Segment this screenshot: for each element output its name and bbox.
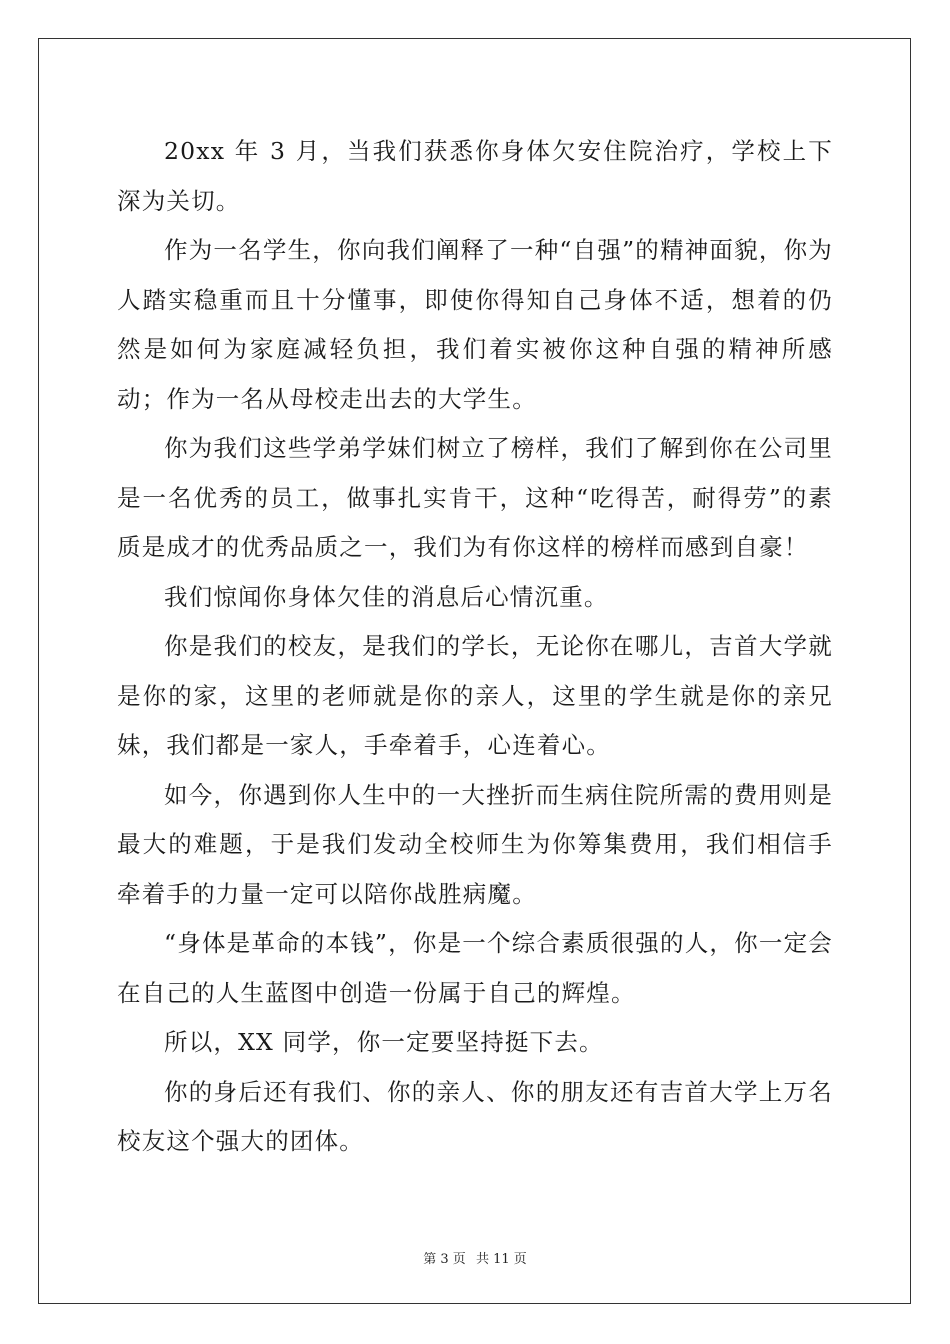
paragraph: 你为我们这些学弟学妹们树立了榜样，我们了解到你在公司里是一名优秀的员工，做事扎实肯干，这种“吃得苦，耐得劳”的素质是成才的优秀品质之一，我们为有你这样的榜样而感到自豪！: [117, 434, 833, 561]
paragraph: 所以，XX 同学，你一定要坚持挺下去。: [164, 1028, 604, 1056]
paragraph: “身体是革命的本钱”，你是一个综合素质很强的人，你一定会在自己的人生蓝图中创造一份属于自己的辉煌。: [117, 929, 833, 1007]
page-total: 共 11 页: [475, 1252, 527, 1267]
paragraph: 你是我们的校友，是我们的学长，无论你在哪儿，吉首大学就是你的家，这里的老师就是你的亲人，这里的学生就是你的亲兄妹，我们都是一家人，手牵着手，心连着心。: [117, 632, 833, 759]
paragraph: 20xx 年 3 月，当我们获悉你身体欠安住院治疗，学校上下深为关切。: [117, 137, 833, 215]
document-body: [117, 127, 833, 1167]
paragraph: 如今，你遇到你人生中的一大挫折而生病住院所需的费用则是最大的难题，于是我们发动全校师生为你筹集费用，我们相信手牵着手的力量一定可以陪你战胜病魔。: [117, 780, 833, 908]
paragraph: 作为一名学生，你向我们阐释了一种“自强”的精神面貌，你为人踏实稳重而且十分懂事，即使你得知自己身体不适，想着的仍然是如何为家庭减轻负担，我们着实被你这种自强的精神所感动；作为一名从母校走出去的大学生。: [117, 236, 833, 413]
paragraph: 我们惊闻你身体欠佳的消息后心情沉重。: [164, 582, 609, 611]
paragraph: 你的身后还有我们、你的亲人、你的朋友还有吉首大学上万名校友这个强大的团体。: [117, 1077, 833, 1155]
page-number: 第 3 页: [423, 1252, 466, 1267]
page-footer: [0, 1248, 950, 1267]
